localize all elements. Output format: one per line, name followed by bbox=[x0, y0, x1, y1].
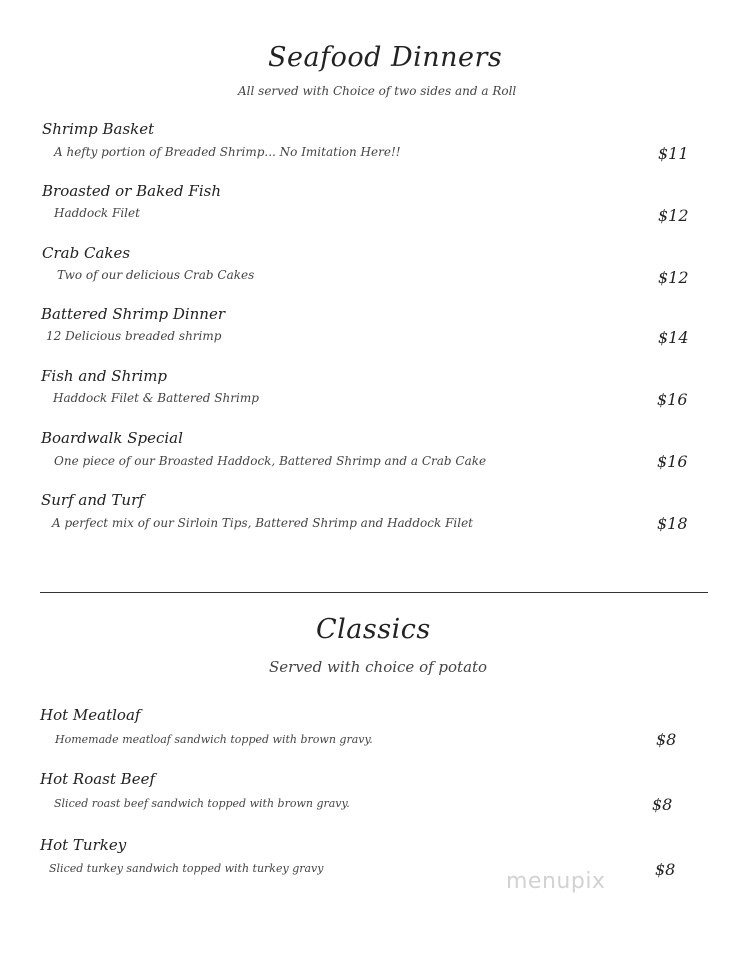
item-desc: Homemade meatloaf sandwich topped with brown gravy. bbox=[55, 733, 373, 746]
item-desc: A hefty portion of Breaded Shrimp... No Imitation Here!! bbox=[54, 145, 401, 159]
classics-subtitle: Served with choice of potato bbox=[269, 658, 488, 676]
item-price: $14 bbox=[658, 328, 689, 347]
seafood-subtitle: All served with Choice of two sides and a Roll bbox=[238, 84, 517, 98]
item-desc: Sliced turkey sandwich topped with turkey gravy bbox=[49, 862, 324, 875]
item-desc: Haddock Filet & Battered Shrimp bbox=[53, 391, 259, 405]
item-desc: Haddock Filet bbox=[54, 206, 140, 220]
item-price: $16 bbox=[657, 452, 688, 471]
item-name: Fish and Shrimp bbox=[41, 367, 168, 385]
item-desc: Sliced roast beef sandwich topped with brown gravy. bbox=[54, 797, 350, 810]
item-name: Hot Roast Beef bbox=[40, 770, 155, 788]
item-price: $12 bbox=[658, 268, 689, 287]
item-name: Hot Meatloaf bbox=[40, 706, 141, 724]
item-name: Crab Cakes bbox=[42, 244, 131, 262]
classics-title: Classics bbox=[316, 614, 431, 645]
item-price: $12 bbox=[658, 206, 689, 225]
item-desc: One piece of our Broasted Haddock, Battered Shrimp and a Crab Cake bbox=[54, 454, 487, 468]
item-name: Shrimp Basket bbox=[42, 120, 155, 138]
item-name: Broasted or Baked Fish bbox=[42, 182, 221, 200]
watermark-text: menupix bbox=[506, 869, 606, 894]
item-name: Battered Shrimp Dinner bbox=[41, 305, 226, 323]
item-price: $16 bbox=[657, 390, 688, 409]
seafood-title: Seafood Dinners bbox=[268, 42, 503, 73]
item-price: $8 bbox=[656, 730, 677, 749]
item-price: $18 bbox=[657, 514, 688, 533]
item-name: Hot Turkey bbox=[40, 836, 127, 854]
item-desc: Two of our delicious Crab Cakes bbox=[57, 268, 255, 282]
item-name: Surf and Turf bbox=[41, 491, 144, 509]
item-name: Boardwalk Special bbox=[41, 429, 183, 447]
item-desc: A perfect mix of our Sirloin Tips, Battered Shrimp and Haddock Filet bbox=[52, 516, 474, 530]
item-desc: 12 Delicious breaded shrimp bbox=[46, 329, 222, 343]
item-price: $8 bbox=[652, 795, 673, 814]
item-price: $8 bbox=[655, 860, 676, 879]
section-divider bbox=[40, 592, 708, 593]
item-price: $11 bbox=[658, 144, 689, 163]
